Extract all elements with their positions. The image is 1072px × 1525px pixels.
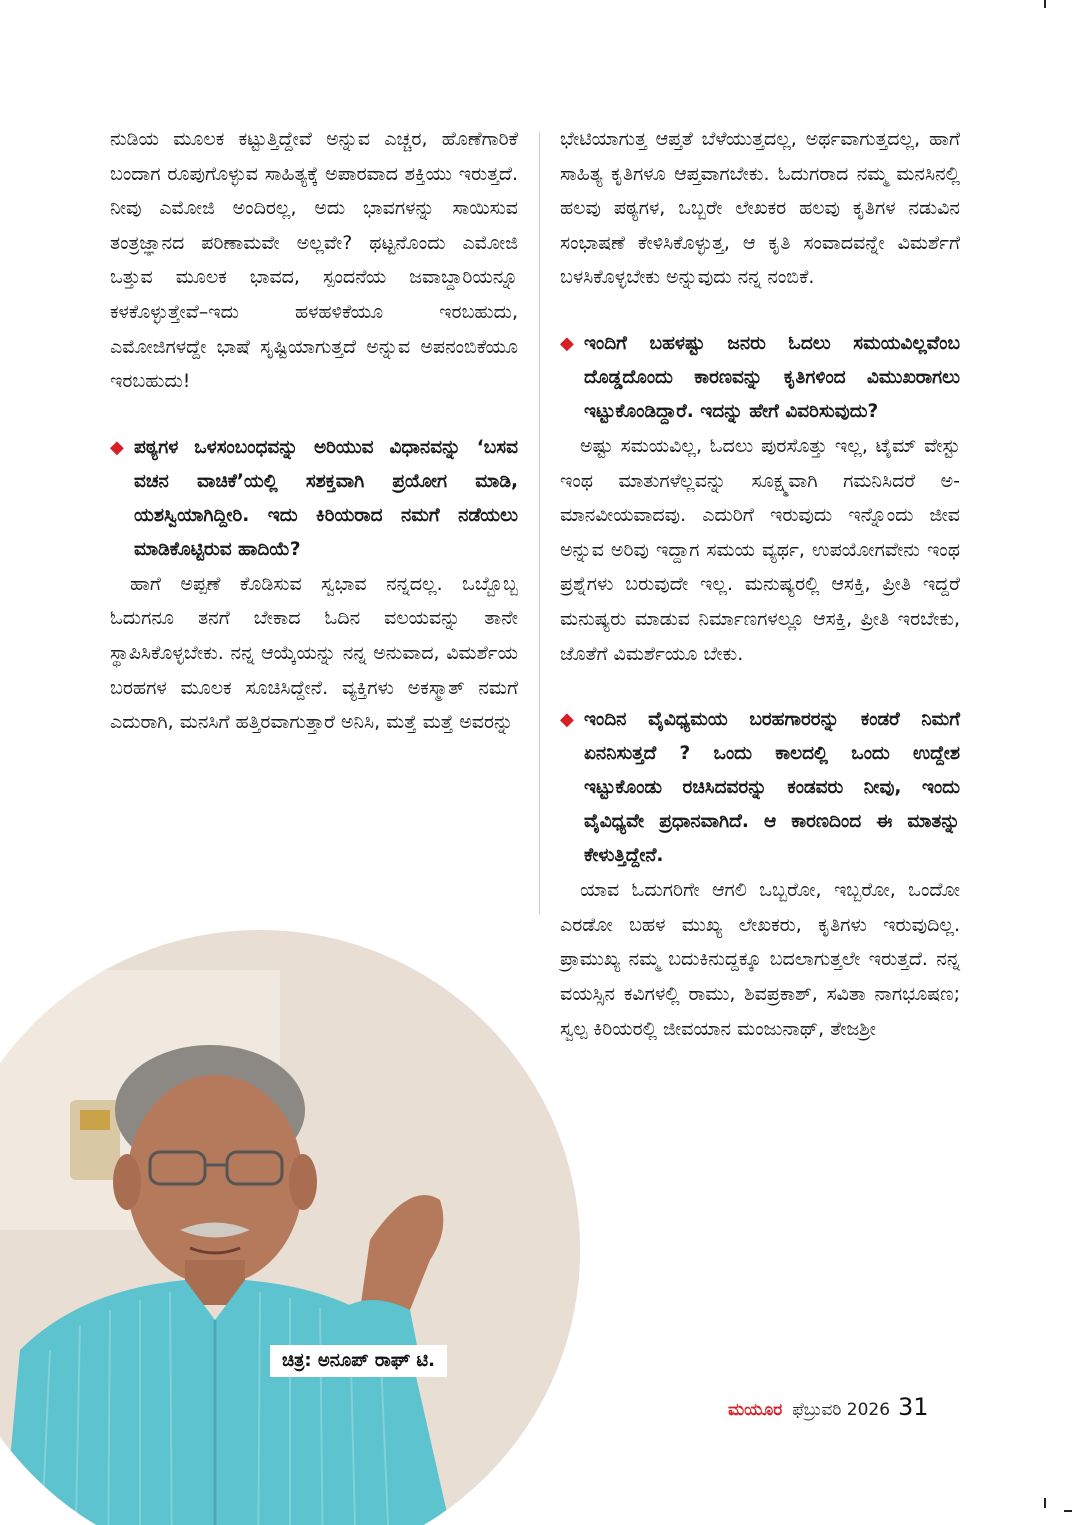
left-question [110,431,518,567]
right-question-2-text: ಇಂದಿನ ವೈವಿಧ್ಯಮಯ ಬರಹಗಾರರನ್ನು ಕಂಡರೆ ನಿಮಗೆ ಏನನಿಸುತ್ತದೆ ? ಒಂದು ಕಾಲದಲ್ಲಿ ಒಂದು ಉದ್ದೇಶ ಇಟ್ಟುಕೊಂಡು ರಚಿಸಿದವರನ್ನು ಕಂಡವರು ನೀವು, ಇಂದು ವೈವಿಧ್ಯವೇ ಪ್ರಧಾನವಾಗಿದೆ. ಆ ಕಾರಣದಿಂದ ಈ ಮಾತನ್ನು ಕೇಳುತ್ತಿದ್ದೇನೆ. [584,709,960,867]
crop-mark-right-edge [1064,1510,1072,1512]
right-paragraph-1: ಭೇಟಿಯಾಗುತ್ತ ಆಪ್ತತೆ ಬೆಳೆಯುತ್ತದಲ್ಲ, ಅರ್ಥವಾಗುತ್ತದಲ್ಲ, ಹಾಗೆ ಸಾಹಿತ್ಯ ಕೃತಿಗಳೂ ಆಪ್ತವಾಗಬೇಕು. ಓದುಗರಾದ ನಮ್ಮ ಮನಸಿನಲ್ಲಿ ಹಲವು ಪಠ್ಯಗಳ, ಒಬ್ಬರೇ ಲೇಖಕರ ಹಲವು ಕೃತಿಗಳ ನಡುವಿನ ಸಂಭಾಷಣೆ ಕೇಳಿಸಿಕೊಳ್ಳುತ್ತ, ಆ ಕೃತಿ ಸಂವಾದವನ್ನೇ ವಿಮರ್ಶೆಗೆ ಬಳಸಿಕೊಳ್ಳಬೇಕು ಅನ್ನುವುದು ನನ್ನ ನಂಬಿಕೆ. [560,128,960,289]
right-question-1-text: ಇಂದಿಗೆ ಬಹಳಷ್ಟು ಜನರು ಓದಲು ಸಮಯವಿಲ್ಲವೆಂಬ ದೊಡ್ಡದೊಂದು ಕಾರಣವನ್ನು ಕೃತಿಗಳಿಂದ ವಿಮುಖರಾಗಲು ಇಟ್ಟುಕೊಂಡಿದ್ದಾರೆ. ಇದನ್ನು ಹೇಗೆ ವಿವರಿಸುವುದು? [584,332,960,422]
left-question-text: ಪಠ್ಯಗಳ ಒಳಸಂಬಂಧವನ್ನು ಅರಿಯುವ ವಿಧಾನವನ್ನು ‘ಬಸವ ವಚನ ವಾಚಿಕೆ’ಯಲ್ಲಿ ಸಶಕ್ತವಾಗಿ ಪ್ರಯೋಗ ಮಾಡಿ, ಯಶಸ್ವಿಯಾಗಿದ್ದೀರಿ. ಇದು ಕಿರಿಯರಾದ ನಮಗೆ ನಡೆಯಲು ಮಾಡಿಕೊಟ್ಟಿರುವ ಹಾದಿಯೆ? [134,436,518,560]
diamond-bullet-icon: ◆ [560,332,574,354]
diamond-bullet-icon: ◆ [560,709,574,731]
left-answer: ಹಾಗೆ ಅಪ್ಪಣೆ ಕೊಡಿಸುವ ಸ್ವಭಾವ ನನ್ನದಲ್ಲ. ಒಬ್ಬೊಬ್ಬ ಓದುಗನೂ ತನಗೆ ಬೇಕಾದ ಓದಿನ ವಲಯವನ್ನು ತಾನೇ ಸ್ಥಾಪಿಸಿಕೊಳ್ಳಬೇಕು. ನನ್ನ ಆಯ್ಕೆಯನ್ನು ನನ್ನ ಅನುವಾದ, ವಿಮರ್ಶೆಯ ಬರಹಗಳ ಮೂಲಕ ಸೂಚಿಸಿದ್ದೇನೆ. ವ್ಯಕ್ತಿಗಳು ಅಕಸ್ಮಾತ್ ನಮಗೆ ಎದುರಾಗಿ, ಮನಸಿಗೆ ಹತ್ತಿರವಾಗುತ್ತಾರೆ ಅನಿಸಿ, ಮತ್ತೆ ಮತ್ತೆ ಅವರನ್ನು [110,572,518,734]
right-question-2 [560,703,960,873]
right-question-1 [560,327,960,429]
right-column [560,122,960,1046]
left-column [110,122,518,740]
right-answer-2: ಯಾವ ಓದುಗರಿಗೇ ಆಗಲಿ ಒಬ್ಬರೋ, ಇಬ್ಬರೋ, ಒಂದೋ ಎರಡೋ ಬಹಳ ಮುಖ್ಯ ಲೇಖಕರು, ಕೃತಿಗಳು ಇರುವುದಿಲ್ಲ. ಪ್ರಾಮುಖ್ಯ ನಮ್ಮ ಬದುಕಿನುದ್ದಕ್ಕೂ ಬದಲಾಗುತ್ತಲೇ ಇರುತ್ತದೆ. ನನ್ನ ವಯಸ್ಸಿನ ಕವಿಗಳಲ್ಲಿ ರಾಮು, ಶಿವಪ್ರಕಾಶ್, ಸವಿತಾ ನಾಗಭೂಷಣ; ಸ್ವಲ್ಪ ಕಿರಿಯರಲ್ಲಿ ಜೀವಯಾನ ಮಂಜುನಾಥ್, ತೇಜಶ್ರೀ [560,879,960,1040]
portrait-illustration [0,930,580,1525]
author-photo [0,930,580,1525]
issue-date: ಫೆಬ್ರುವರಿ 2026 [792,1400,891,1420]
photo-caption: ಚಿತ್ರ: ಅನೂಪ್ ರಾಘ್ ಟಿ. [270,1345,447,1377]
page-footer [728,1393,929,1427]
page-number: 31 [898,1393,929,1421]
column-divider [539,132,540,914]
magazine-logo: ಮಯೂರ [728,1400,783,1420]
photo-background [0,930,580,1525]
crop-mark-bottom-right [1044,1498,1046,1508]
right-answer-1: ಅಷ್ಟು ಸಮಯವಿಲ್ಲ, ಓದಲು ಪುರಸೊತ್ತು ಇಲ್ಲ, ಟೈಮ್ ವೇಸ್ಟು ಇಂಥ ಮಾತುಗಳೆಲ್ಲವನ್ನು ಸೂಕ್ಷ್ಮವಾಗಿ ಗಮನಿಸಿದರೆ ಅ-ಮಾನವೀಯವಾದವು. ಎದುರಿಗೆ ಇರುವುದು ಇನ್ನೊಂದು ಜೀವ ಅನ್ನುವ ಅರಿವು ಇದ್ದಾಗ ಸಮಯ ವ್ಯರ್ಥ, ಉಪಯೋಗವೇನು ಇಂಥ ಪ್ರಶ್ನೆಗಳು ಬರುವುದೇ ಇಲ್ಲ. ಮನುಷ್ಯರಲ್ಲಿ ಆಸಕ್ತಿ, ಪ್ರೀತಿ ಇದ್ದರೆ ಮನುಷ್ಯರು ಮಾಡುವ ನಿರ್ಮಾಣಗಳಲ್ಲೂ ಆಸಕ್ತಿ, ಪ್ರೀತಿ ಇರಬೇಕು, ಜೊತೆಗೆ ವಿಮರ್ಶೆಯೂ ಬೇಕು. [560,434,960,665]
diamond-bullet-icon: ◆ [110,436,124,458]
left-paragraph-1: ನುಡಿಯ ಮೂಲಕ ಕಟ್ಟುತ್ತಿದ್ದೇವೆ ಅನ್ನುವ ಎಚ್ಚರ, ಹೊಣೆಗಾರಿಕೆ ಬಂದಾಗ ರೂಪುಗೊಳ್ಳುವ ಸಾಹಿತ್ಯಕ್ಕೆ ಅಪಾರವಾದ ಶಕ್ತಿಯು ಇರುತ್ತದೆ. ನೀವು ಎಮೋಜಿ ಅಂದಿರಲ್ಲ, ಅದು ಭಾವಗಳನ್ನು ಸಾಯಿಸುವ ತಂತ್ರಜ್ಞಾನದ ಪರಿಣಾಮವೇ ಅಲ್ಲವೇ? ಥಟ್ಟನೊಂದು ಎಮೋಜಿ ಒತ್ತುವ ಮೂಲಕ ಭಾವದ, ಸ್ಪಂದನೆಯ ಜವಾಬ್ದಾರಿಯನ್ನೂ ಕಳಕೊಳ್ಳುತ್ತೇವೆ–ಇದು ಹಳಹಳಿಕೆಯೂ ಇರಬಹುದು, ಎಮೋಜಿಗಳದ್ದೇ ಭಾಷೆ ಸೃಷ್ಟಿಯಾಗುತ್ತದೆ ಅನ್ನುವ ಅಪನಂಬಿಕೆಯೂ ಇರಬಹುದು! [110,128,518,393]
crop-mark-top-right [1044,0,1046,8]
